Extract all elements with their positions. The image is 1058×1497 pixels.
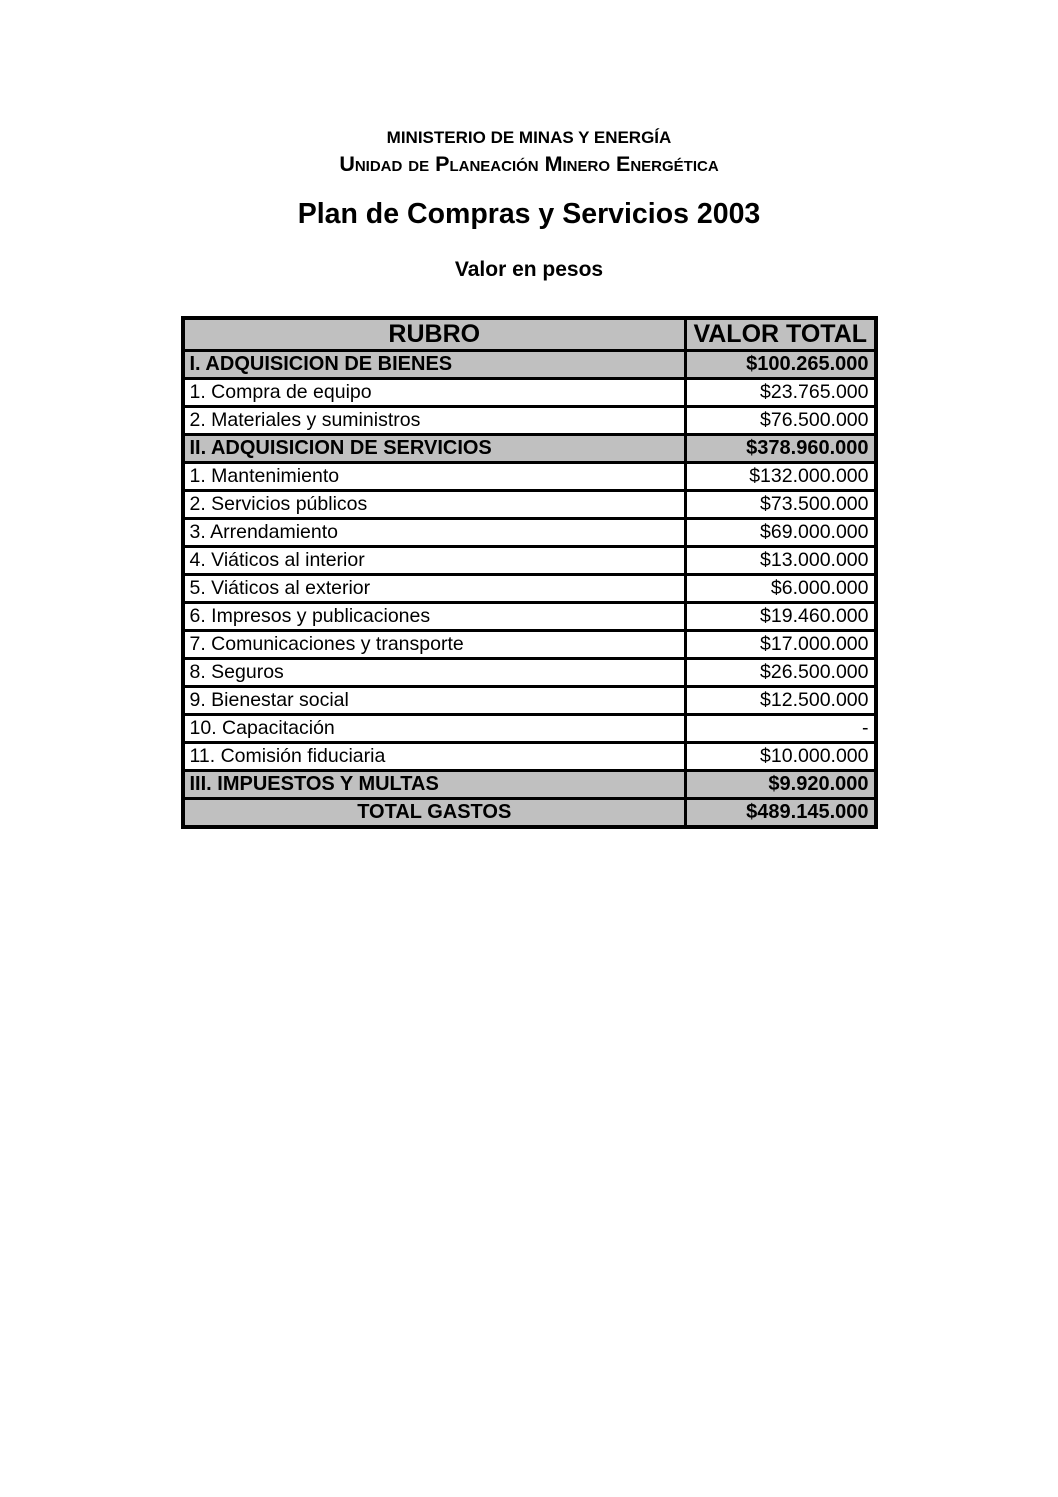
expenses-table [181,316,878,829]
rubro-cell: II. ADQUISICION DE SERVICIOS [183,435,686,463]
rubro-cell: TOTAL GASTOS [183,799,686,827]
rubro-cell: III. IMPUESTOS Y MULTAS [183,771,686,799]
table-row [183,435,876,463]
rubro-cell: 9. Bienestar social [183,687,686,715]
table-row [183,491,876,519]
rubro-cell: 10. Capacitación [183,715,686,743]
col-header-valor-total: VALOR TOTAL [686,318,876,351]
page-subtitle: Valor en pesos [454,258,604,281]
rubro-cell: 1. Mantenimiento [183,463,686,491]
table-row [183,743,876,771]
valor-cell: $378.960.000 [686,435,876,463]
valor-cell: $100.265.000 [686,351,876,379]
rubro-cell: 5. Viáticos al exterior [183,575,686,603]
table-row [183,603,876,631]
table-row [183,519,876,547]
valor-cell: $76.500.000 [686,407,876,435]
table-row [183,547,876,575]
table-header-row [183,318,876,351]
valor-cell: $489.145.000 [686,799,876,827]
table-body [183,351,876,827]
table-row [183,575,876,603]
rubro-cell: 6. Impresos y publicaciones [183,603,686,631]
col-header-rubro: RUBRO [183,318,686,351]
table-row [183,351,876,379]
valor-cell: $6.000.000 [686,575,876,603]
table-row [183,715,876,743]
rubro-cell: I. ADQUISICION DE BIENES [183,351,686,379]
valor-cell: $19.460.000 [686,603,876,631]
page-title: Plan de Compras y Servicios 2003 [297,198,761,230]
valor-cell: $26.500.000 [686,659,876,687]
rubro-cell: 1. Compra de equipo [183,379,686,407]
table-row [183,463,876,491]
valor-cell: $132.000.000 [686,463,876,491]
rubro-cell: 7. Comunicaciones y transporte [183,631,686,659]
table-row [183,631,876,659]
valor-cell: $12.500.000 [686,687,876,715]
document-header [0,127,1058,282]
valor-cell: $17.000.000 [686,631,876,659]
valor-cell: $10.000.000 [686,743,876,771]
valor-cell: - [686,715,876,743]
valor-cell: $9.920.000 [686,771,876,799]
table-row [183,799,876,827]
rubro-cell: 11. Comisión fiduciaria [183,743,686,771]
rubro-cell: 8. Seguros [183,659,686,687]
org-name-line2: Unidad de Planeación Minero Energética [339,152,719,176]
table-row [183,687,876,715]
table-row [183,771,876,799]
table-row [183,407,876,435]
rubro-cell: 4. Viáticos al interior [183,547,686,575]
valor-cell: $69.000.000 [686,519,876,547]
org-name-line1: MINISTERIO DE MINAS Y ENERGÍA [386,128,672,147]
valor-cell: $73.500.000 [686,491,876,519]
rubro-cell: 2. Materiales y suministros [183,407,686,435]
table-row [183,379,876,407]
table-row [183,659,876,687]
rubro-cell: 2. Servicios públicos [183,491,686,519]
valor-cell: $13.000.000 [686,547,876,575]
rubro-cell: 3. Arrendamiento [183,519,686,547]
valor-cell: $23.765.000 [686,379,876,407]
